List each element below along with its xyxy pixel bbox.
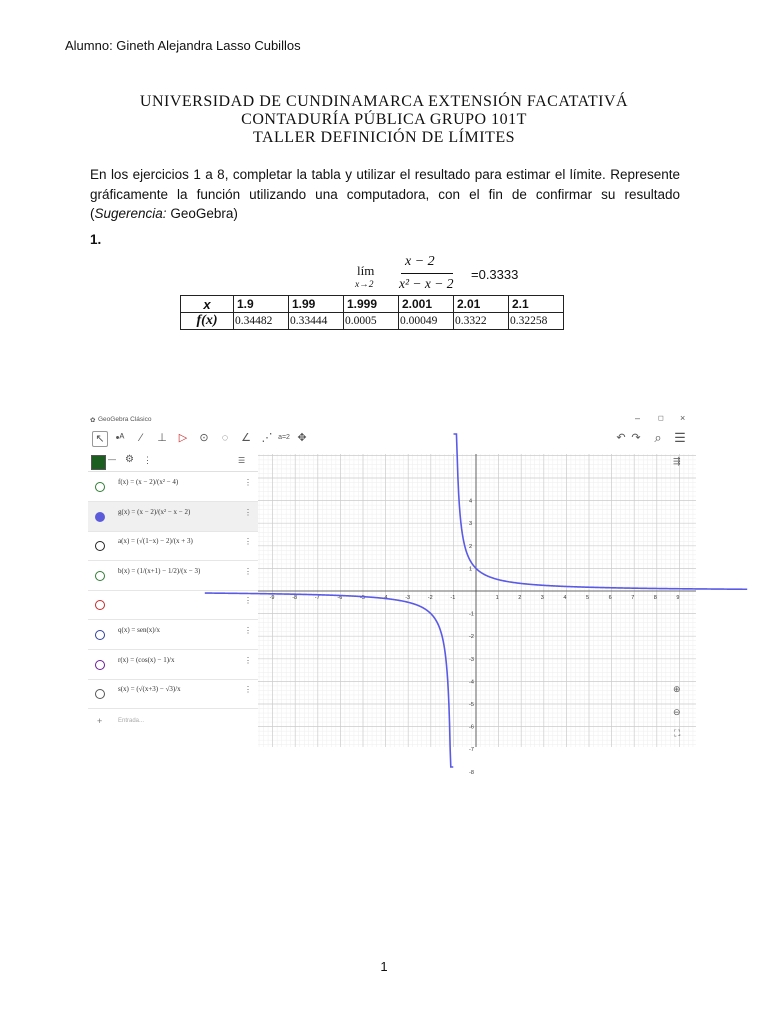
- algebra-view: [88, 454, 259, 747]
- fullscreen-icon[interactable]: ⛶: [674, 728, 681, 738]
- algebra-expression[interactable]: s(x) = (√(x+3) − √3)/x: [118, 685, 181, 694]
- close-button[interactable]: ×: [680, 413, 686, 423]
- visibility-toggle[interactable]: [95, 541, 105, 551]
- table-row-fx: [181, 313, 564, 330]
- table-row-x: [181, 296, 564, 313]
- header-title: TALLER DEFINICIÓN DE LÍMITES: [252, 129, 515, 146]
- instructions-text: En los ejercicios 1 a 8, completar la tabla y utilizar el resultado para estimar el límite. Represente gráficamente la función utilizando una computadora, con el fin de confirmar su resultado (: [90, 167, 680, 221]
- x-tick-label: -9: [269, 595, 275, 601]
- visibility-toggle[interactable]: [95, 660, 105, 670]
- fx-value: 0.00049: [399, 313, 454, 330]
- y-tick-label: 3: [469, 521, 473, 528]
- student-name: Alumno: Gineth Alejandra Lasso Cubillos: [65, 38, 301, 53]
- x-tick-label: 8: [653, 595, 657, 601]
- redo-button[interactable]: ↷: [631, 432, 641, 444]
- angle-tool-icon[interactable]: ∠: [241, 432, 251, 444]
- item-menu-icon[interactable]: ⋮: [244, 626, 252, 635]
- x-tick-label: 5: [586, 595, 590, 601]
- minimize-button[interactable]: –: [635, 413, 641, 423]
- fx-value: 0.32258: [509, 313, 564, 330]
- x-tick-label: 9: [676, 595, 680, 601]
- limit-subscript: x→2: [355, 280, 374, 290]
- fx-header: f(x): [181, 313, 234, 330]
- x-value: 1.9: [234, 296, 289, 313]
- perpendicular-tool-icon[interactable]: ⊥: [157, 432, 167, 444]
- circle-tool-icon[interactable]: ⊙: [199, 432, 209, 444]
- visibility-toggle[interactable]: [95, 571, 105, 581]
- algebra-item[interactable]: [88, 620, 258, 650]
- x-header: x: [181, 296, 234, 313]
- limit-denominator: x² − x − 2: [399, 276, 454, 291]
- algebra-item[interactable]: [88, 679, 258, 709]
- x-tick-label: -5: [360, 595, 365, 601]
- color-swatch[interactable]: [91, 455, 106, 470]
- search-icon[interactable]: ⌕: [654, 430, 662, 445]
- algebra-expression[interactable]: r(x) = (cos(x) − 1)/x: [118, 655, 175, 664]
- visibility-toggle[interactable]: [95, 630, 105, 640]
- x-value: 2.001: [399, 296, 454, 313]
- polygon-tool-icon[interactable]: ▷: [178, 432, 188, 444]
- zoom-in-icon[interactable]: ⊕: [673, 684, 681, 694]
- x-tick-label: 6: [608, 595, 612, 601]
- y-tick-label: 1: [469, 566, 473, 573]
- fx-value: 0.3322: [454, 313, 509, 330]
- geogebra-window: [88, 412, 696, 776]
- graphics-view[interactable]: [258, 454, 696, 776]
- algebra-expression[interactable]: g(x) = (x − 2)/(x² − x − 2): [118, 507, 191, 516]
- algebra-item[interactable]: [88, 472, 258, 502]
- ellipse-tool-icon[interactable]: ◌: [221, 432, 229, 444]
- x-tick-label: -1: [450, 595, 456, 601]
- y-tick-label: -7: [469, 747, 474, 754]
- limit-numerator: x − 2: [405, 254, 435, 269]
- x-value: 1.99: [289, 296, 344, 313]
- header-program: CONTADURÍA PÚBLICA GRUPO 101T: [241, 111, 527, 128]
- visibility-toggle[interactable]: [95, 512, 105, 522]
- x-tick-label: -2: [427, 595, 433, 601]
- algebra-expression[interactable]: b(x) = (1/(x+1) − 1/2)/(x − 3): [118, 566, 201, 575]
- item-menu-icon[interactable]: ⋮: [244, 507, 252, 517]
- algebra-expression[interactable]: f(x) = (x − 2)/(x² − 4): [118, 478, 179, 486]
- item-menu-icon[interactable]: ⋮: [244, 685, 252, 695]
- undo-button[interactable]: ↶: [616, 432, 626, 444]
- x-value: 2.1: [509, 296, 564, 313]
- header-university: UNIVERSIDAD DE CUNDINAMARCA EXTENSIÓN FACATATIVÁ: [139, 93, 629, 110]
- x-tick-label: 7: [631, 595, 635, 601]
- slider-tool-icon[interactable]: a=2: [278, 434, 290, 441]
- y-tick-label: -1: [469, 611, 474, 618]
- more-icon[interactable]: ⋮: [143, 455, 152, 465]
- x-tick-label: -4: [382, 595, 388, 601]
- algebra-item[interactable]: [88, 502, 258, 532]
- item-menu-icon[interactable]: ⋮: [244, 655, 252, 665]
- zoom-out-icon[interactable]: ⊖: [673, 707, 681, 717]
- input-bar[interactable]: [88, 709, 258, 738]
- algebra-expression[interactable]: q(x) = sen(x)/x: [118, 626, 161, 634]
- y-tick-label: -6: [469, 724, 474, 731]
- point-tool-icon[interactable]: •ᴬ: [115, 432, 125, 444]
- gear-icon[interactable]: ⚙: [125, 454, 134, 465]
- y-tick-label: -4: [469, 679, 474, 686]
- x-tick-label: -3: [405, 595, 411, 601]
- algebra-header: [88, 454, 258, 472]
- suggestion-value: GeoGebra): [166, 206, 238, 221]
- plus-icon: +: [97, 716, 103, 726]
- y-tick-label: -8: [469, 769, 474, 776]
- fraction-bar: [401, 273, 453, 274]
- move-tool-icon[interactable]: ↖: [92, 431, 108, 447]
- x-value: 1.999: [344, 296, 399, 313]
- reflect-tool-icon[interactable]: ⋰: [261, 432, 273, 444]
- window-title: GeoGebra Clásico: [98, 416, 152, 423]
- x-tick-label: -8: [292, 595, 298, 601]
- sort-icon[interactable]: ☰: [238, 456, 246, 465]
- item-menu-icon[interactable]: ⋮: [244, 478, 252, 487]
- item-menu-icon[interactable]: ⋮: [244, 566, 252, 576]
- x-tick-label: -6: [337, 595, 343, 601]
- algebra-expression[interactable]: a(x) = (√(1−x) − 2)/(x + 3): [118, 537, 193, 546]
- menu-icon[interactable]: ☰: [674, 430, 686, 445]
- move-view-tool-icon[interactable]: ✥: [297, 432, 307, 444]
- x-tick-label: 3: [540, 595, 544, 601]
- x-tick-label: 2: [518, 595, 522, 601]
- x-value: 2.01: [454, 296, 509, 313]
- maximize-button[interactable]: ◻: [658, 415, 664, 422]
- visibility-toggle[interactable]: [95, 600, 105, 610]
- exercise-number: 1.: [90, 232, 102, 247]
- algebra-item[interactable]: [88, 531, 258, 561]
- geogebra-logo-icon: ✿: [90, 417, 96, 424]
- y-tick-label: 2: [469, 543, 473, 550]
- line-tool-icon[interactable]: ⁄: [140, 432, 142, 444]
- fx-value: 0.33444: [289, 313, 344, 330]
- x-tick-label: -7: [314, 595, 320, 601]
- input-placeholder: Entrada...: [118, 718, 145, 724]
- y-tick-label: 4: [469, 498, 473, 505]
- values-table: [180, 295, 564, 330]
- fx-value: 0.34482: [234, 313, 289, 330]
- y-tick-label: -3: [469, 656, 474, 663]
- algebra-item[interactable]: [88, 590, 258, 620]
- limit-expression: [357, 253, 537, 298]
- fx-value: 0.0005: [344, 313, 399, 330]
- instructions: [90, 165, 680, 224]
- visibility-toggle[interactable]: [95, 689, 105, 699]
- page-number: 1: [380, 959, 388, 974]
- geogebra-titlebar: [88, 412, 696, 428]
- y-tick-label: -2: [469, 634, 474, 641]
- algebra-item[interactable]: [88, 561, 258, 591]
- item-menu-icon[interactable]: ⋮: [244, 537, 252, 547]
- x-tick-label: 4: [563, 595, 567, 601]
- algebra-item[interactable]: [88, 650, 258, 680]
- limit-result: =0.3333: [471, 267, 519, 282]
- y-tick-label: -5: [469, 702, 474, 708]
- line-style-icon[interactable]: —: [108, 455, 116, 464]
- item-menu-icon[interactable]: ⋮: [244, 596, 252, 606]
- visibility-toggle[interactable]: [95, 482, 105, 492]
- x-tick-label: 1: [495, 595, 499, 601]
- graphics-style-icon[interactable]: ⇶: [673, 456, 681, 466]
- suggestion-label: Sugerencia:: [94, 206, 167, 221]
- limit-lim: lím: [357, 263, 375, 278]
